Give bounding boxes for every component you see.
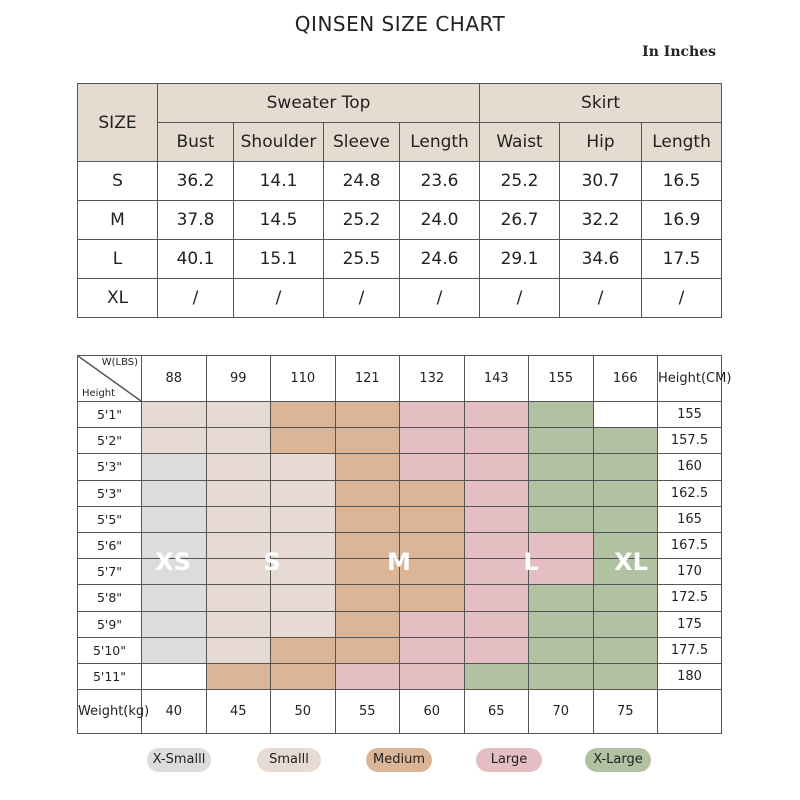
size-cell-s <box>206 611 271 637</box>
column-header: Waist <box>480 123 560 162</box>
size-cell-xl <box>593 663 658 689</box>
size-cell-m <box>400 585 465 611</box>
size-cell-l <box>400 428 465 454</box>
size-cell-xl <box>529 480 594 506</box>
weight-kg-row <box>78 690 722 734</box>
size-cell: S <box>78 162 158 201</box>
size-cell-xs <box>142 454 207 480</box>
size-cell-l <box>464 559 529 585</box>
size-cell-l <box>400 611 465 637</box>
height-cm-cell: 177.5 <box>658 637 722 663</box>
measurement-cell: 24.0 <box>400 201 480 240</box>
size-cell-s <box>206 637 271 663</box>
measurement-cell: 25.5 <box>324 240 400 279</box>
measurement-cell: / <box>642 279 722 318</box>
column-header: Hip <box>560 123 642 162</box>
weight-kg-cell: 40 <box>142 690 207 734</box>
height-cm-cell: 162.5 <box>658 480 722 506</box>
measurement-cell: 37.8 <box>158 201 234 240</box>
size-cell-s <box>206 454 271 480</box>
measurement-row <box>78 240 722 279</box>
size-cell-m <box>400 506 465 532</box>
size-zone-label: M <box>387 548 411 576</box>
size-cell-m <box>335 611 400 637</box>
size-cell-l <box>464 428 529 454</box>
height-cm-cell: 160 <box>658 454 722 480</box>
size-cell-l <box>400 402 465 428</box>
size-header: SIZE <box>78 84 158 162</box>
measurement-row <box>78 279 722 318</box>
measurement-cell: 29.1 <box>480 240 560 279</box>
height-ft-cell: 5'2" <box>78 428 142 454</box>
height-row <box>78 585 722 611</box>
size-cell-s <box>142 402 207 428</box>
measurement-cell: 26.7 <box>480 201 560 240</box>
measurement-cell: / <box>324 279 400 318</box>
size-cell-s <box>142 428 207 454</box>
size-cell-l <box>464 585 529 611</box>
height-ft-cell: 5'10" <box>78 637 142 663</box>
height-ft-cell: 5'9" <box>78 611 142 637</box>
column-header: Length <box>400 123 480 162</box>
weight-lbs-cell: 132 <box>400 356 465 402</box>
legend-item-s: Smalll <box>257 748 321 772</box>
size-cell: L <box>78 240 158 279</box>
size-cell-l <box>464 506 529 532</box>
size-cell-l <box>400 637 465 663</box>
chart-title: QINSEN SIZE CHART <box>294 12 506 36</box>
height-row <box>78 428 722 454</box>
size-cell-m <box>206 663 271 689</box>
measurement-cell: 32.2 <box>560 201 642 240</box>
size-cell-m <box>335 585 400 611</box>
corner-weight-label: W(LBS) <box>101 357 138 368</box>
measurement-cell: 23.6 <box>400 162 480 201</box>
weight-lbs-cell: 99 <box>206 356 271 402</box>
size-cell-xl <box>529 585 594 611</box>
size-cell-s <box>271 454 336 480</box>
size-cell-s <box>271 611 336 637</box>
size-cell-xl <box>593 480 658 506</box>
size-cell-xl <box>464 663 529 689</box>
skirt-header: Skirt <box>480 84 722 123</box>
size-cell-xl <box>529 506 594 532</box>
size-cell-l <box>464 611 529 637</box>
size-cell-xs <box>142 480 207 506</box>
corner-height-label: Height <box>82 388 116 399</box>
size-cell-xl <box>529 402 594 428</box>
weight-kg-cell: 50 <box>271 690 336 734</box>
height-ft-cell: 5'8" <box>78 585 142 611</box>
size-cell-xl <box>593 428 658 454</box>
measurement-table <box>77 83 722 318</box>
weight-kg-cell: 45 <box>206 690 271 734</box>
weight-lbs-cell: 88 <box>142 356 207 402</box>
size-cell-s <box>206 506 271 532</box>
height-ft-cell: 5'3" <box>78 454 142 480</box>
size-cell-l <box>464 637 529 663</box>
weight-kg-cell: 60 <box>400 690 465 734</box>
height-ft-cell: 5'6" <box>78 532 142 558</box>
weight-kg-cell: 65 <box>464 690 529 734</box>
size-cell-m <box>335 428 400 454</box>
column-header: Bust <box>158 123 234 162</box>
measurement-cell: / <box>158 279 234 318</box>
size-cell-l <box>400 663 465 689</box>
size-cell: M <box>78 201 158 240</box>
size-cell-s <box>271 506 336 532</box>
measurement-row <box>78 162 722 201</box>
height-row <box>78 637 722 663</box>
size-cell-xs <box>142 637 207 663</box>
size-cell-m <box>335 402 400 428</box>
size-cell-s <box>206 428 271 454</box>
measurement-cell: / <box>480 279 560 318</box>
height-ft-cell: 5'7" <box>78 559 142 585</box>
height-cm-cell: 180 <box>658 663 722 689</box>
height-cm-cell: 157.5 <box>658 428 722 454</box>
unit-note: In Inches <box>642 44 716 60</box>
size-cell-s <box>206 585 271 611</box>
size-zone-label: S <box>263 548 281 576</box>
size-cell-m <box>335 454 400 480</box>
height-row <box>78 454 722 480</box>
height-cm-cell: 155 <box>658 402 722 428</box>
measurement-cell: 25.2 <box>324 201 400 240</box>
height-row <box>78 506 722 532</box>
size-cell-m <box>335 506 400 532</box>
weight-lbs-cell: 121 <box>335 356 400 402</box>
size-cell-xl <box>529 663 594 689</box>
size-grid <box>77 355 732 734</box>
weight-kg-header: Weight(kg) <box>78 690 142 734</box>
size-cell-m <box>271 663 336 689</box>
size-cell-s <box>271 480 336 506</box>
corner-cell <box>78 356 142 402</box>
empty-cell <box>593 402 658 428</box>
column-header: Length <box>642 123 722 162</box>
size-cell-l <box>335 663 400 689</box>
height-ft-cell: 5'11" <box>78 663 142 689</box>
measurement-cell: / <box>560 279 642 318</box>
measurement-cell: 30.7 <box>560 162 642 201</box>
height-ft-cell: 5'3" <box>78 480 142 506</box>
legend-item-xs: X-Smalll <box>147 748 211 772</box>
size-cell-xl <box>593 454 658 480</box>
size-cell-xs <box>142 506 207 532</box>
measurement-cell: 14.1 <box>234 162 324 201</box>
weight-kg-cell: 75 <box>593 690 658 734</box>
height-row <box>78 480 722 506</box>
weight-lbs-cell: 155 <box>529 356 594 402</box>
legend-item-m: Medium <box>366 748 432 772</box>
size-cell-m <box>335 637 400 663</box>
height-ft-cell: 5'1" <box>78 402 142 428</box>
size-zone-label: XS <box>155 548 191 576</box>
size-cell-l <box>464 454 529 480</box>
height-row <box>78 663 722 689</box>
measurement-cell: 25.2 <box>480 162 560 201</box>
size-cell-l <box>464 402 529 428</box>
size-cell-xl <box>529 611 594 637</box>
weight-lbs-cell: 166 <box>593 356 658 402</box>
height-ft-cell: 5'5" <box>78 506 142 532</box>
weight-lbs-cell: 143 <box>464 356 529 402</box>
measurement-cell: 16.9 <box>642 201 722 240</box>
size-cell-s <box>206 480 271 506</box>
size-cell-m <box>271 637 336 663</box>
size-cell-xl <box>593 585 658 611</box>
size-cell-xl <box>593 506 658 532</box>
weight-kg-cell: 55 <box>335 690 400 734</box>
weight-kg-cell: 70 <box>529 690 594 734</box>
height-row <box>78 402 722 428</box>
size-cell-xl <box>593 611 658 637</box>
height-row <box>78 611 722 637</box>
weight-lbs-row <box>78 356 722 402</box>
size-cell-s <box>271 585 336 611</box>
size-cell-m <box>400 480 465 506</box>
measurement-cell: 34.6 <box>560 240 642 279</box>
size-cell-xs <box>142 611 207 637</box>
measurement-cell: / <box>400 279 480 318</box>
legend-item-l: Large <box>476 748 542 772</box>
size-cell-l <box>464 532 529 558</box>
measurement-cell: 17.5 <box>642 240 722 279</box>
measurement-cell: 24.6 <box>400 240 480 279</box>
size-cell-xl <box>593 637 658 663</box>
measurement-cell: 16.5 <box>642 162 722 201</box>
size-zone-label: L <box>523 548 539 576</box>
measurement-cell: 14.5 <box>234 201 324 240</box>
empty-cell <box>142 663 207 689</box>
size-cell-xs <box>142 585 207 611</box>
height-cm-cell: 172.5 <box>658 585 722 611</box>
column-header: Sleeve <box>324 123 400 162</box>
height-cm-cell: 167.5 <box>658 532 722 558</box>
size-cell-xl <box>529 454 594 480</box>
measurement-cell: 15.1 <box>234 240 324 279</box>
empty-cell <box>658 690 722 734</box>
size-cell-m <box>335 480 400 506</box>
size-cell-l <box>400 454 465 480</box>
size-cell-l <box>464 480 529 506</box>
size-zone-label: XL <box>614 548 648 576</box>
measurement-cell: 24.8 <box>324 162 400 201</box>
measurement-cell: 36.2 <box>158 162 234 201</box>
column-header: Shoulder <box>234 123 324 162</box>
size-cell-s <box>206 532 271 558</box>
measurement-row <box>78 201 722 240</box>
size-cell-s <box>206 402 271 428</box>
height-cm-header: Height(CM) <box>658 356 722 402</box>
legend-item-xl: X-Large <box>585 748 651 772</box>
measurement-cell: 40.1 <box>158 240 234 279</box>
size-cell-m <box>271 428 336 454</box>
size-cell-xl <box>529 428 594 454</box>
measurement-cell: / <box>234 279 324 318</box>
height-cm-cell: 175 <box>658 611 722 637</box>
size-cell-s <box>206 559 271 585</box>
size-cell: XL <box>78 279 158 318</box>
height-cm-cell: 165 <box>658 506 722 532</box>
height-cm-cell: 170 <box>658 559 722 585</box>
size-cell-xl <box>529 637 594 663</box>
column-header-row <box>78 123 722 162</box>
size-cell-m <box>271 402 336 428</box>
weight-lbs-cell: 110 <box>271 356 336 402</box>
sweater-top-header: Sweater Top <box>158 84 480 123</box>
